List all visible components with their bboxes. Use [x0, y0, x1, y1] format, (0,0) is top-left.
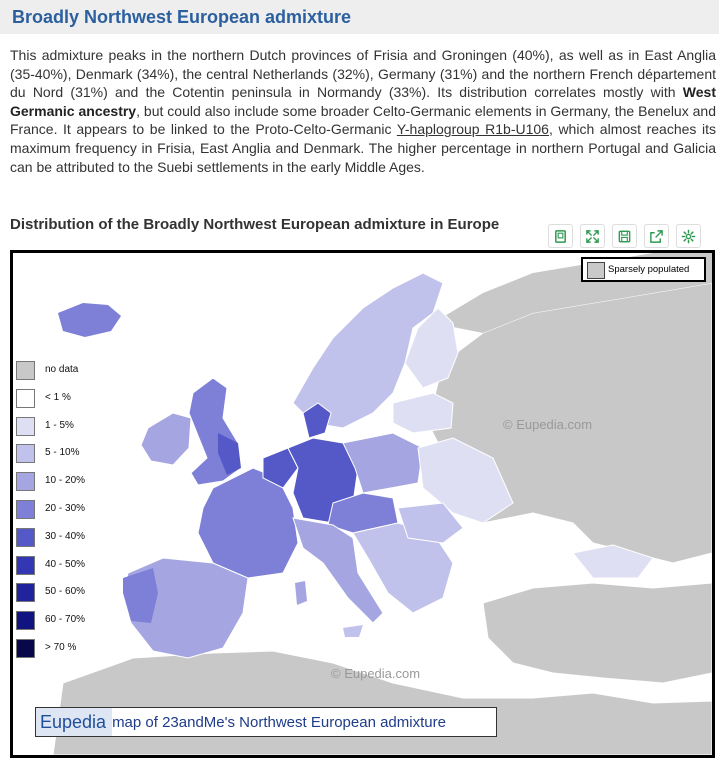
iceland: [58, 303, 121, 337]
legend-label: 60 - 70%: [45, 614, 86, 626]
intro-text-3: , which almost reaches its maximum frequency in Frisia, East Anglia and Denmark. The higher percentage in northern Portugal and Galicia can be attributed to the Suebi settlements in the early Middle Ages.: [10, 121, 716, 175]
share-button[interactable]: [644, 224, 669, 248]
legend-label: 20 - 30%: [45, 503, 86, 514]
expand-button[interactable]: [580, 224, 605, 248]
save-button[interactable]: [612, 224, 637, 248]
legend-swatch: [16, 611, 35, 630]
legend-swatch: [16, 500, 35, 519]
legend-swatch: [16, 556, 35, 575]
legend-item: [16, 528, 116, 548]
legend-item: [16, 500, 116, 520]
book-button[interactable]: [548, 224, 573, 248]
legend-label: 40 - 50%: [45, 558, 86, 570]
section-title: Broadly Northwest European admixture: [0, 0, 719, 34]
legend-swatch: [16, 417, 35, 436]
sicily: [343, 625, 363, 637]
eupedia-logo: Eupedia: [36, 708, 112, 736]
legend-swatch: [16, 444, 35, 463]
legend-label: 1 - 5%: [45, 419, 74, 431]
intro-text-1: This admixture peaks in the northern Dutch provinces of Frisia and Groningen (40%), as well as in East Anglia (35-40%), Denmark (34%), the central Netherlands (32%), Germany (31%) and the northern French département du Nord (31%) and the Cotentin peninsula in Normandy (33%). Its distribution correlates mostly with: [10, 47, 716, 101]
baltic-region: [393, 393, 453, 433]
watermark-top: © Eupedia.com: [503, 417, 593, 432]
legend-label: 5 - 10%: [45, 447, 80, 459]
legend-swatch: [16, 528, 35, 547]
legend-item: [16, 611, 116, 631]
legend-item: [16, 639, 116, 659]
legend-label: > 70 %: [45, 642, 77, 653]
gear-icon: [681, 229, 696, 244]
legend-swatch: [16, 583, 35, 602]
watermark-bottom: © Eupedia.com: [331, 666, 421, 681]
sardinia: [295, 581, 307, 605]
legend-item: [16, 417, 116, 437]
legend-item: [16, 361, 116, 381]
legend-item: [16, 444, 116, 464]
legend-swatch: [16, 639, 35, 658]
legend-swatch: [16, 361, 35, 380]
legend-swatch: [16, 389, 35, 408]
ireland: [141, 413, 191, 465]
map-panel: [10, 250, 715, 758]
settings-button[interactable]: [676, 224, 701, 248]
legend-item: [16, 556, 116, 576]
map-toolbar: [548, 224, 701, 250]
sparse-label: Sparsely populated: [608, 264, 690, 275]
save-icon: [617, 229, 632, 244]
sparse-legend: [581, 257, 706, 282]
legend-item: [16, 472, 116, 492]
legend-item: [16, 583, 116, 603]
map-caption: Distribution of the Broadly Northwest European admixture in Europe: [10, 216, 500, 233]
turkey-region: [483, 583, 712, 683]
intro-text-2: , but could also include some broader Celto-Germanic elements in Germany, the Benelux and France. It appears to be linked to the Proto-Celto-Germanic: [10, 102, 716, 138]
expand-icon: [585, 229, 600, 244]
legend-swatch: [16, 472, 35, 491]
haplogroup-link[interactable]: Y-haplogroup R1b-U106: [396, 121, 549, 138]
intro-bold: West Germanic ancestry: [10, 84, 716, 119]
book-icon: [553, 229, 568, 244]
galicia-portugal: [123, 568, 158, 623]
legend-label: 30 - 40%: [45, 530, 86, 542]
share-icon: [649, 229, 664, 244]
legend-item: [16, 389, 116, 409]
map-banner: [35, 707, 497, 737]
sparse-swatch: [587, 262, 605, 279]
legend-label: 50 - 60%: [45, 586, 86, 598]
legend-label: 10 - 20%: [45, 475, 86, 487]
legend-label: < 1 %: [45, 391, 71, 403]
intro-paragraph: [10, 46, 716, 176]
legend-label: no data: [45, 364, 79, 375]
banner-text: map of 23andMe's Northwest European admixture: [112, 713, 446, 731]
